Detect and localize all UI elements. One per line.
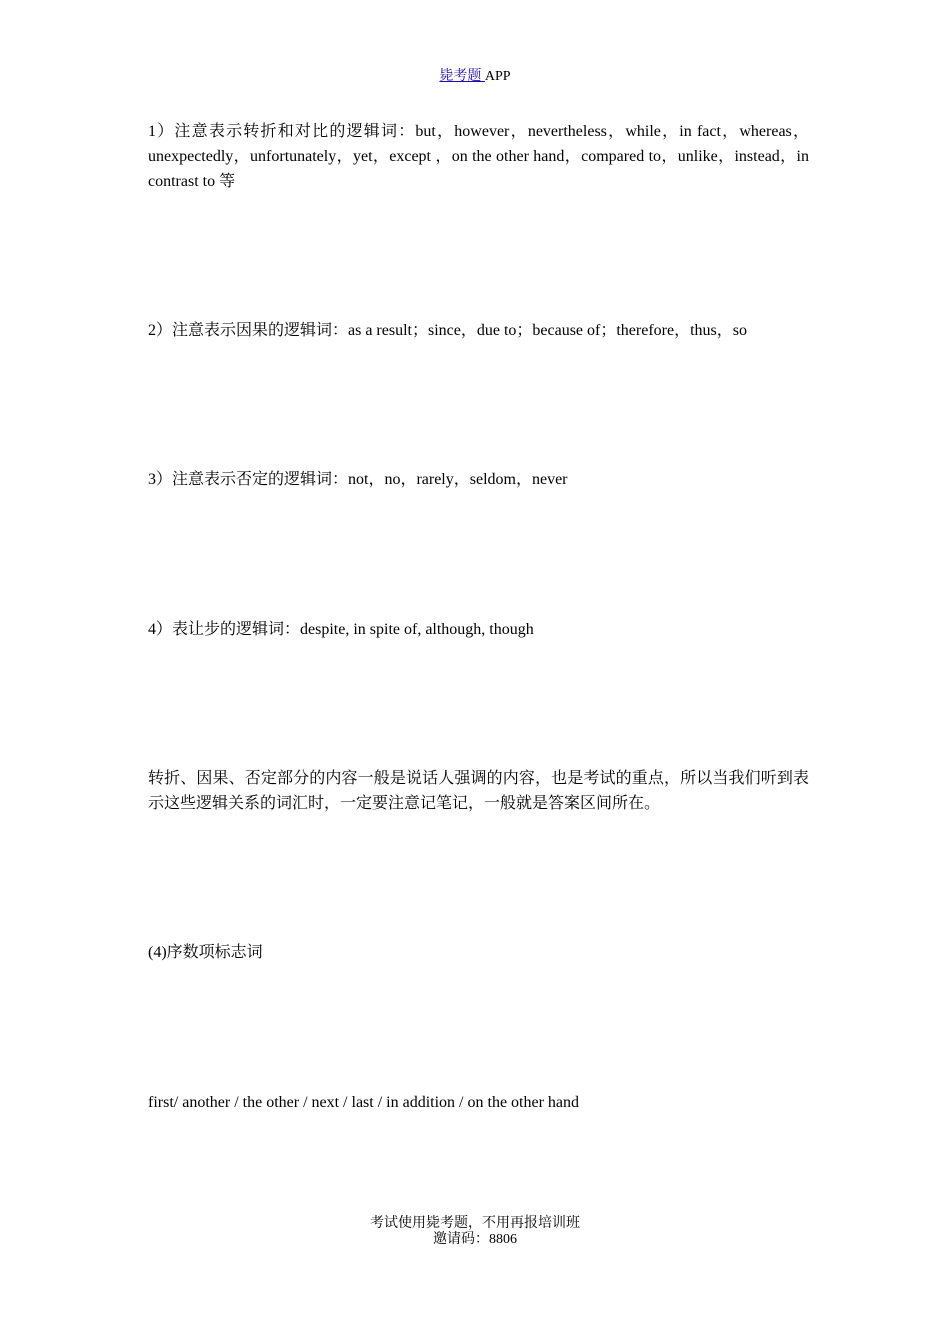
app-link-suffix: APP xyxy=(484,69,511,84)
paragraph-contrast-words: 1）注意表示转折和对比的逻辑词：but，however，nevertheless，while，in fact，whereas，unexpectedly，unfortunately，yet，except ，on the other hand，compared to，unlike，instead，in contrast to 等 xyxy=(148,123,809,190)
page-header xyxy=(0,67,950,87)
footer-invite-code: 邀请码：8806 xyxy=(433,1232,517,1247)
paragraph-summary: 转折、因果、否定部分的内容一般是说话人强调的内容，也是考试的重点，所以当我们听到表示这些逻辑关系的词汇时，一定要注意记笔记，一般就是答案区间所在。 xyxy=(148,770,809,812)
footer-slogan: 考试使用毙考题，不用再报培训班 xyxy=(370,1216,580,1231)
paragraph-negation-words: 3）注意表示否定的逻辑词：not，no，rarely，seldom，never xyxy=(148,471,568,488)
paragraph-ordinal-words: first/ another / the other / next / last / in addition / on the other hand xyxy=(148,1094,580,1111)
section-heading-ordinal-markers: (4)序数项标志词 xyxy=(148,944,263,961)
page-footer xyxy=(0,1216,950,1248)
app-link[interactable]: 毙考题 xyxy=(439,69,485,84)
paragraph-concession-words: 4）表让步的逻辑词：despite, in spite of, although, though xyxy=(148,621,534,638)
paragraph-cause-effect-words: 2）注意表示因果的逻辑词：as a result；since，due to；because of；therefore，thus，so xyxy=(148,322,747,339)
